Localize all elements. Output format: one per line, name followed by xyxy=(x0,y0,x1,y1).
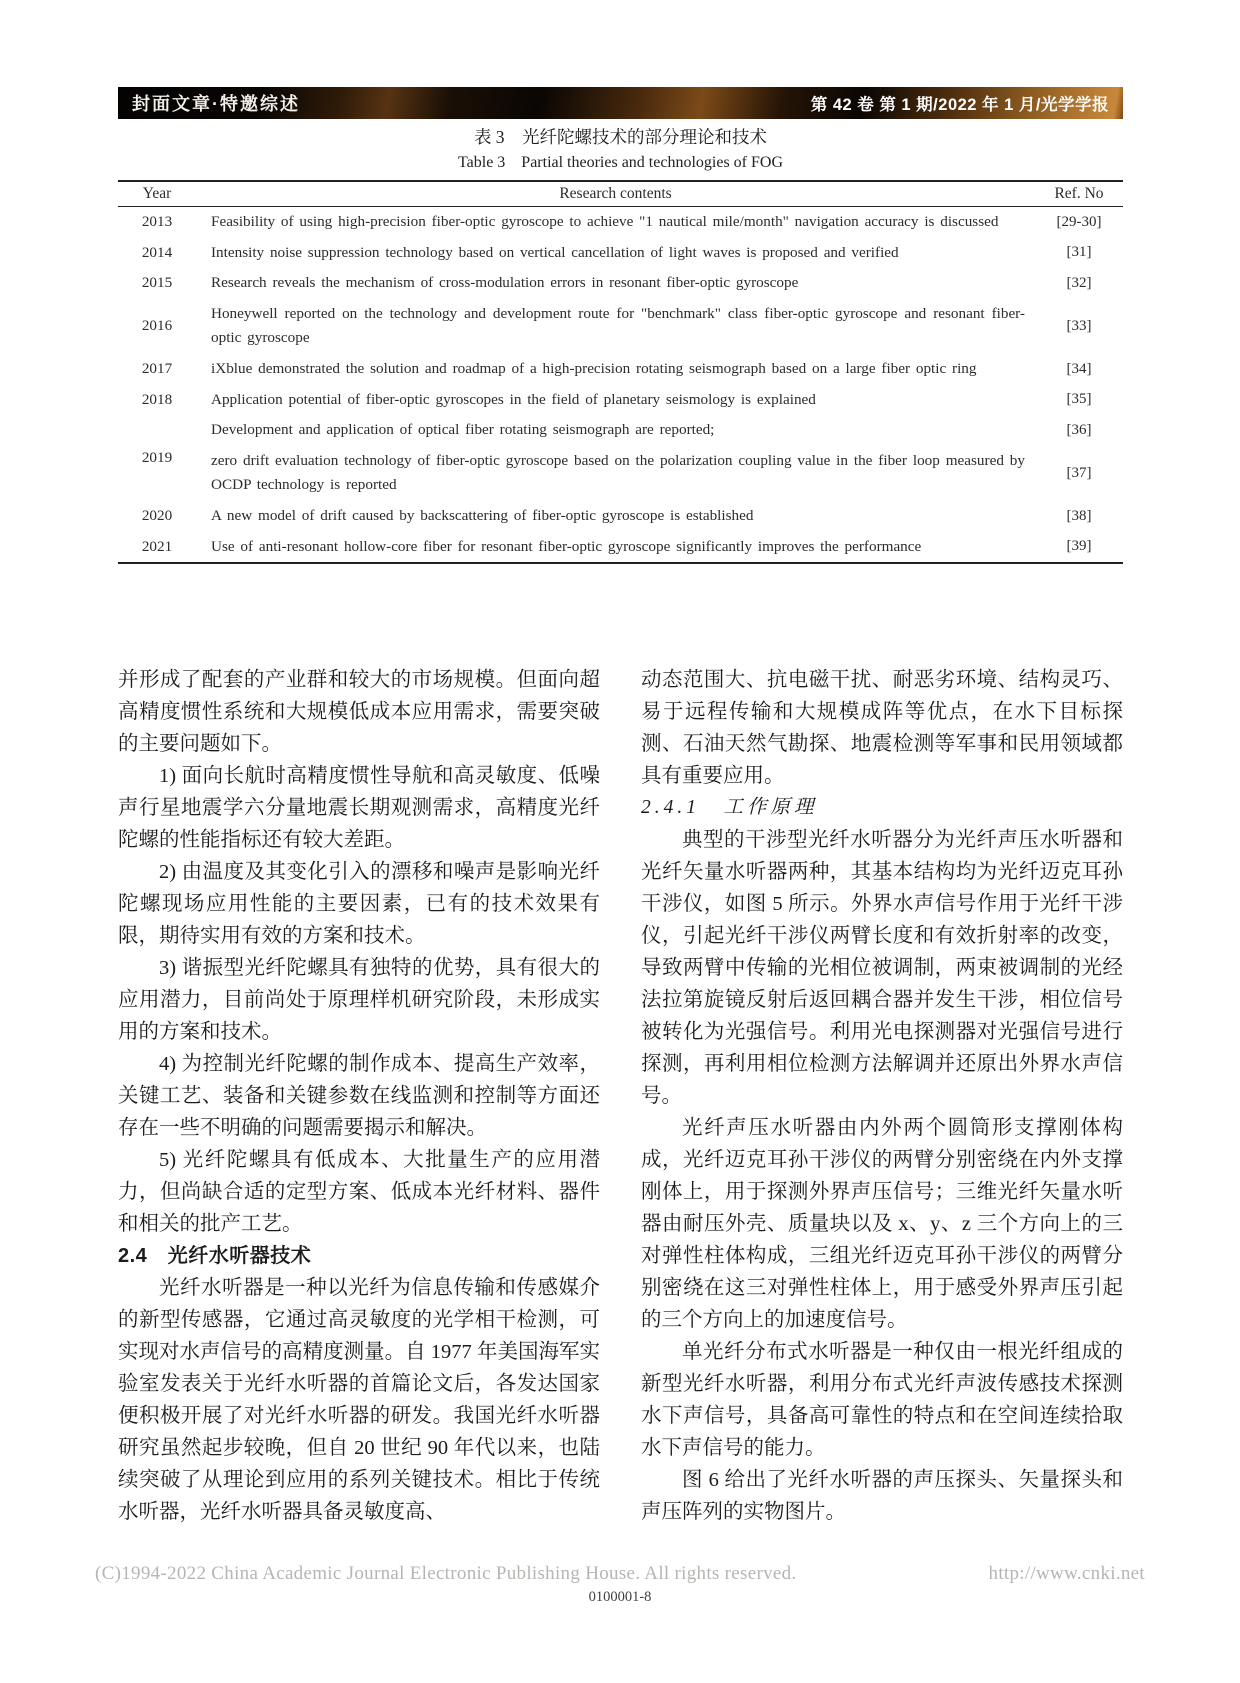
table-row xyxy=(118,238,1123,269)
table-content-cell: zero drift evaluation technology of fiber-optic gyroscope based on the polarization coupling value in the fiber loop measured by OCDP technology is reported xyxy=(211,451,1025,494)
table-content-cell: Development and application of optical fiber rotating seismograph are reported; xyxy=(211,421,715,439)
page-header-band xyxy=(118,87,1123,119)
paragraph: 单光纤分布式水听器是一种仅由一根光纤组成的新型光纤水听器，利用分布式光纤声波传感技术探测水下声信号，具备高可靠性的特点和在空间连续拾取水下声信号的能力。 xyxy=(641,1341,1123,1459)
table-content-cell: Research reveals the mechanism of cross-modulation errors in resonant fiber-optic gyroscope xyxy=(211,274,799,292)
table-content-cell: Use of anti-resonant hollow-core fiber for resonant fiber-optic gyroscope significantly improves the performance xyxy=(211,537,922,555)
paragraph: 4) 为控制光纤陀螺的制作成本、提高生产效率，关键工艺、装备和关键参数在线监测和控制等方面还存在一些不明确的问题需要揭示和解决。 xyxy=(118,1053,600,1139)
page-footer xyxy=(95,1563,1145,1585)
section-heading: 2.4 光纤水听器技术 xyxy=(118,1245,312,1267)
table-row xyxy=(118,299,1123,354)
col-header-research-contents: Research contents xyxy=(559,185,672,202)
header-column-label: 封面文章·特邀综述 xyxy=(132,94,300,114)
paragraph: 3) 谐振型光纤陀螺具有独特的优势，具有很大的应用潜力，目前尚处于原理样机研究阶段，未形成实用的方案和技术。 xyxy=(118,957,600,1043)
paragraph: 并形成了配套的产业群和较大的市场规模。但面向超高精度惯性系统和大规模低成本应用需求，需要突破的主要问题如下。 xyxy=(118,669,600,755)
table-year-cell: 2017 xyxy=(141,360,173,378)
copyright-text: (C)1994-2022 China Academic Journal Electronic Publishing House. All rights reserved. xyxy=(95,1563,797,1584)
col-header-ref-no: Ref. No xyxy=(1054,185,1104,202)
table-content-cell: iXblue demonstrated the solution and roadmap of a high-precision rotating seismograph based on a large fiber optic ring xyxy=(211,359,977,377)
article-body xyxy=(118,664,1123,1528)
col-header-year: Year xyxy=(142,185,172,202)
table-ref-cell: [39] xyxy=(1066,538,1092,555)
paragraph: 典型的干涉型光纤水听器分为光纤声压水听器和光纤矢量水听器两种，其基本结构均为光纤迈克耳孙干涉仪，如图 5 所示。外界水声信号作用于光纤干涉仪，引起光纤干涉仪两臂长度和有效折射率的改变，导致两臂中传输的光相位被调制，两束被调制的光经法拉第旋镜反射后返回耦合器并发生干涉，相位信号被转化为光强信号。利用光电探测器对光强信号进行探测，再利用相位检测方法解调并还原出外界水声信号。 xyxy=(641,829,1123,1107)
paragraph: 光纤水听器是一种以光纤为信息传输和传感媒介的新型传感器，它通过高灵敏度的光学相干检测，可实现对水声信号的高精度测量。自 1977 年美国海军实验室发表关于光纤水听器的首篇论文后，各发达国家便积极开展了对光纤水听器的研发。我国光纤水听器研究虽然起步较晚，但自 20 世纪 90 年代以来，也陆续突破了从理论到应用的系列关键技术。相比于传统水听器，光纤水听器具备灵敏度高、 xyxy=(118,1277,600,1523)
table-ref-cell: [37] xyxy=(1066,464,1092,481)
body-column-right xyxy=(641,664,1123,1528)
paragraph: 光纤声压水听器由内外两个圆筒形支撑刚体构成，光纤迈克耳孙干涉仪的两臂分别密绕在内外支撑刚体上，用于探测外界声压信号；三维光纤矢量水听器由耐压外壳、质量块以及 x、y、z 三个方向上的三对弹性柱体构成，三组光纤迈克耳孙干涉仪的两臂分别密绕在这三对弹性柱体上，用于感受外界声压引起的三个方向上的加速度信号。 xyxy=(641,1117,1123,1331)
table-ref-cell: [36] xyxy=(1066,421,1092,438)
table-content-cell: Application potential of fiber-optic gyroscopes in the field of planetary seismology is explained xyxy=(211,390,816,408)
paragraph: 1) 面向长航时高精度惯性导航和高灵敏度、低噪声行星地震学六分量地震长期观测需求，高精度光纤陀螺的性能指标还有较大差距。 xyxy=(118,765,600,851)
fog-table xyxy=(118,180,1123,564)
table-section xyxy=(118,126,1123,564)
table-ref-cell: [33] xyxy=(1066,317,1092,334)
paragraph: 图 6 给出了光纤水听器的声压探头、矢量探头和声压阵列的实物图片。 xyxy=(641,1469,1123,1523)
table-content-cell: Honeywell reported on the technology and development route for "benchmark" class fiber-optic gyroscope and resonant fiber-optic gyroscope xyxy=(211,304,1025,347)
table-ref-cell: [35] xyxy=(1066,391,1092,408)
paragraph: 2) 由温度及其变化引入的漂移和噪声是影响光纤陀螺现场应用性能的主要因素，已有的技术效果有限，期待实用有效的方案和技术。 xyxy=(118,861,600,947)
table-ref-cell: [32] xyxy=(1066,274,1092,291)
page-number: 0100001-8 xyxy=(588,1589,652,1605)
table-header-row xyxy=(118,181,1123,207)
table-ref-cell: [38] xyxy=(1066,507,1092,524)
table-year-cell: 2014 xyxy=(141,243,173,261)
table-year-cell: 2016 xyxy=(141,317,173,335)
table-ref-cell: [29-30] xyxy=(1056,213,1102,230)
table-row xyxy=(118,385,1123,416)
table-content-cell: Intensity noise suppression technology based on vertical cancellation of light waves is proposed and verified xyxy=(211,243,899,261)
table-title-zh: 表 3 光纤陀螺技术的部分理论和技术 xyxy=(473,127,768,147)
table-content-cell: A new model of drift caused by backscattering of fiber-optic gyroscope is established xyxy=(211,506,754,524)
table-year-cell: 2021 xyxy=(141,537,173,555)
table-row xyxy=(118,501,1123,532)
paragraph: 动态范围大、抗电磁干扰、耐恶劣环境、结构灵巧、易于远程传输和大规模成阵等优点，在水下目标探测、石油天然气勘探、地震检测等军事和民用领域都具有重要应用。 xyxy=(641,669,1123,787)
table-year-cell: 2015 xyxy=(141,274,173,292)
subsection-heading: 2.4.1 工作原理 xyxy=(641,797,818,818)
table-ref-cell: [34] xyxy=(1066,360,1092,377)
cnki-url: http://www.cnki.net xyxy=(988,1563,1145,1584)
paragraph: 5) 光纤陀螺具有低成本、大批量生产的应用潜力，但尚缺合适的定型方案、低成本光纤材料、器件和相关的批产工艺。 xyxy=(118,1149,600,1235)
table-row xyxy=(118,532,1123,564)
table-year-cell: 2018 xyxy=(141,390,173,408)
table-row xyxy=(118,415,1123,446)
table-year-cell: 2013 xyxy=(141,213,173,231)
table-title-en: Table 3 Partial theories and technologies of FOG xyxy=(457,154,784,171)
table-row xyxy=(118,446,1123,501)
table-year-cell: 2019 xyxy=(141,449,173,467)
table-row xyxy=(118,207,1123,238)
table-ref-cell: [31] xyxy=(1066,244,1092,261)
fog-table-body xyxy=(118,207,1123,564)
body-column-left xyxy=(118,664,600,1528)
table-year-cell: 2020 xyxy=(141,507,173,525)
table-row xyxy=(118,268,1123,299)
table-row xyxy=(118,354,1123,385)
header-issue-info: 第 42 卷 第 1 期/2022 年 1 月/光学学报 xyxy=(810,96,1109,114)
table-content-cell: Feasibility of using high-precision fiber-optic gyroscope to achieve "1 nautical mile/month" navigation accuracy is discussed xyxy=(211,213,999,230)
